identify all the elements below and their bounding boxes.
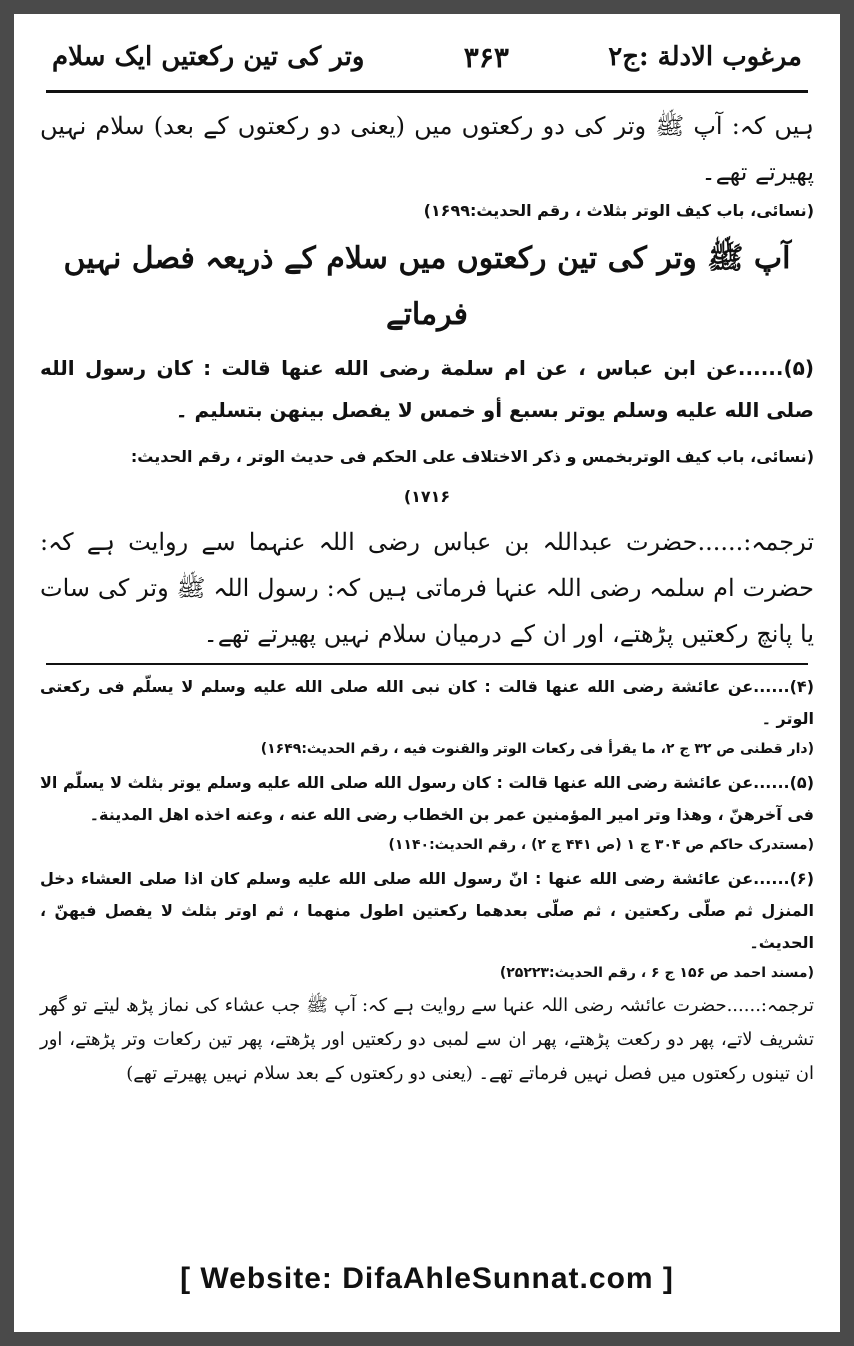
hadith-5-translation: ترجمہ:......حضرت عبداللہ بن عباس رضی اللہ عنہما سے روایت ہے کہ: حضرت ام سلمہ رضی اللہ عنہا فرماتی ہیں کہ: رسول اللہ ﷺ وتر کی سات یا پانچ رکعتیں پڑھتے، اور ان کے درمیان سلام نہیں پھیرتے تھے۔: [40, 528, 814, 648]
hadith-5b-arabic: (۵)......عن عائشة رضی الله عنها قالت : کان رسول الله صلی الله علیه وسلم یوتر بثلث لا یسلّم الا فی آخرهنّ ، وهذا وتر امیر المؤمنین عمر بن الخطاب رضی الله عنه ، وعنه اخذه اهل المدینة۔: [40, 773, 814, 824]
intro-text: ہیں کہ: آپ ﷺ وتر کی دو رکعتوں میں (یعنی دو رکعتوں کے بعد) سلام نہیں پھیرتے تھے۔: [40, 112, 814, 186]
hadith-5-arabic: (۵)......عن ابن عباس ، عن ام سلمة رضی الله عنها قالت : کان رسول الله صلی الله علیه وسلم یوتر بسبع أو خمس لا یفصل بینهن بتسلیم ۔: [40, 356, 814, 422]
chapter-title: وتر کی تین رکعتیں ایک سلام: [52, 42, 365, 72]
page-number: ۳۶۳: [463, 40, 509, 74]
website-footer: [ Website: DifaAhleSunnat.com ]: [180, 1262, 674, 1295]
hadith-5b-reference: (مستدرک حاکم ص ۳۰۴ ج ۱ (ص ۴۴۱ ج ۲) ، رقم الحدیث:۱۱۴۰): [388, 837, 814, 853]
hadith-5-reference-line1: (نسائی، باب کیف الوتربخمس و ذکر الاختلاف علی الحکم فی حدیث الوتر ، رقم الحدیث:: [130, 447, 814, 466]
section-heading: آپ ﷺ وتر کی تین رکعتوں میں سلام کے ذریعہ فصل نہیں فرماتے: [63, 241, 791, 332]
book-page: [40, 24, 814, 1091]
hadith-6-reference: (مسند احمد ص ۱۵۶ ج ۶ ، رقم الحدیث:۲۵۲۲۳): [499, 965, 814, 981]
hadith-5-reference-line2: ۱۷۱۶): [403, 487, 451, 506]
hadith-4-reference: (دار قطنی ص ۳۲ ج ۲، ما یقرأ فی رکعات الوتر والقنوت فیه ، رقم الحدیث:۱۶۴۹): [260, 741, 814, 757]
intro-reference: (نسائی، باب کیف الوتر بثلاث ، رقم الحدیث:۱۶۹۹): [423, 201, 814, 220]
book-title: مرغوب الادلة :ج۲: [608, 42, 802, 72]
hadith-4-arabic: (۴)......عن عائشة رضی الله عنها قالت : کان نبی الله صلی الله علیه وسلم لا یسلّم فی رکعتی الوتر ۔: [40, 677, 814, 728]
page-header: [40, 24, 814, 90]
hadith-6-arabic: (۶)......عن عائشة رضی الله عنها : انّ رسول الله صلی الله علیه وسلم کان اذا صلی العشاء دخل المنزل ثم صلّی رکعتین ، ثم صلّی بعدهما رکعتین اطول منهما ، ثم اوتر بثلث لا یفصل فیهنّ ، الحدیث۔: [40, 869, 814, 952]
section-divider: [46, 663, 808, 665]
hadith-6-translation: ترجمہ:......حضرت عائشہ رضی اللہ عنہا سے روایت ہے کہ: آپ ﷺ جب عشاء کی نماز پڑھ لیتے تو گھر تشریف لاتے، پھر دو رکعت پڑھتے، پھر ان سے لمبی دو رکعتیں اور پڑھتے، پھر تین رکعات وتر پڑھتے، اور ان تینوں رکعتوں میں فصل نہیں فرماتے تھے۔ (یعنی دو رکعتوں کے بعد سلام نہیں پھیرتے تھے): [40, 995, 814, 1084]
